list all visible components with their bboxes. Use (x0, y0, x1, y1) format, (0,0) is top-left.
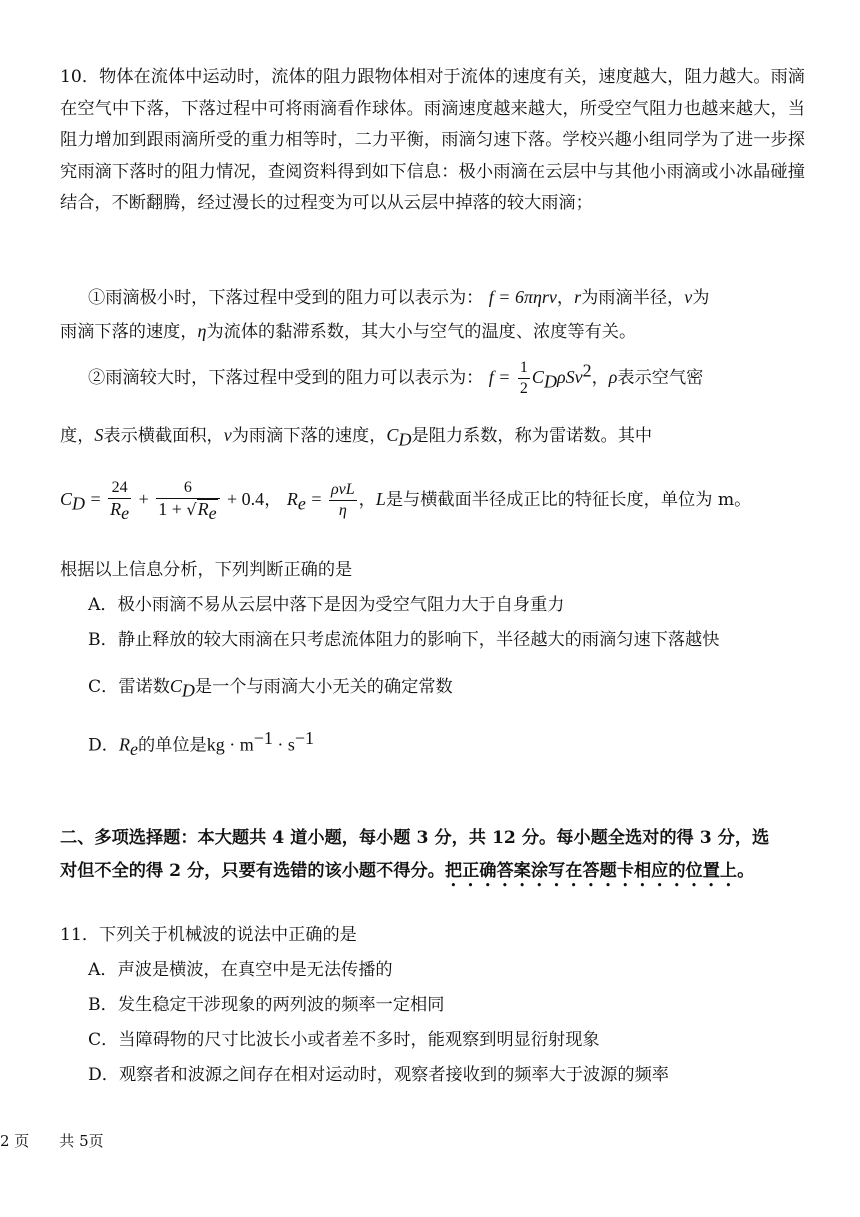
emphasized-instruction: 把正确答案涂写在答题卡相应的位置上。 (444, 861, 755, 881)
q10-option-b: B．静止释放的较大雨滴在只考虑流体阻力的影响下，半径越大的雨滴匀速下落越快 (88, 630, 720, 650)
half-fraction: $\frac{1}{2}$ (519, 359, 528, 397)
q10-symbols-line: 度，S表示横截面积，v为雨滴下落的速度，$C_D$是阻力系数，称为雷诺数。其中 (60, 425, 653, 450)
drag-formula-lhs: f = (488, 367, 511, 387)
symbol-eta: η (197, 321, 207, 341)
re-frac: $\frac{\text{ρvL}}{\eta}$ (330, 481, 355, 520)
symbol-r: r (574, 287, 582, 307)
symbol-v: v (684, 287, 693, 307)
q10-intro: 10．物体在流体中运动时，流体的阻力跟物体相对于流体的速度有关，速度越大，阻力越大。雨滴在空气中下落，下落过程中可将雨滴看作球体。雨滴速度越来越大，所受空气阻力也越来越大，当阻力增加到跟雨滴所受的重力相等时，二力平衡，雨滴匀速下落。学校兴趣小组同学为了进一步探究雨滴下落时的阻力情况，查阅资料得到如下信息：极小雨滴在云层中与其他小雨滴或小冰晶碰撞结合，不断翻腾，经过漫长的过程变为可以从云层中掉落的较大雨滴； (60, 67, 805, 213)
symbol-L: L (375, 489, 386, 510)
symbol-cd2: C (386, 425, 399, 445)
q10-info1-line2 (60, 317, 636, 342)
q11-option-c: C．当障碍物的尺寸比波长小或者差不多时，能观察到明显衍射现象 (88, 1030, 600, 1050)
info1-eta-desc: 为流体的黏滞系数，其大小与空气的温度、浓度等有关。 (206, 322, 637, 342)
info1-r-desc: 为雨滴半径， (581, 288, 685, 308)
info2-rho-desc: 表示空气密 (617, 368, 704, 388)
section2-header-line2: 对但不全的得 2 分，只要有选错的该小题不得分。把正确答案涂写在答题卡相应的位置上。 (60, 861, 755, 881)
q11-stem: 11．下列关于机械波的说法中正确的是 (60, 925, 357, 945)
q11-option-b: B．发生稳定干涉现象的两列波的频率一定相同 (88, 995, 445, 1015)
info1-text: ①雨滴极小时，下落过程中受到的阻力可以表示为： (88, 288, 484, 308)
q10-info2-line: ②雨滴较大时，下落过程中受到的阻力可以表示为： f = $\frac{1}{2}$ $C_D\rho Sv^2$，ρ表示空气密 (88, 359, 704, 397)
q10-option-c: C．雷诺数$C_D$是一个与雨滴大小无关的确定常数 (88, 676, 453, 701)
stokes-formula: f = 6πηrv (488, 287, 557, 307)
q10-info1-line1 (88, 283, 709, 308)
info1-comma: ， (556, 288, 575, 308)
symbol-rho: ρ (608, 367, 618, 387)
q11-option-a: A．声波是横波，在真空中是无法传播的 (88, 960, 393, 980)
info2-text: ②雨滴较大时，下落过程中受到的阻力可以表示为： (88, 368, 484, 388)
drag-formula-rest: ρSv (556, 367, 583, 387)
symbol-cd: C (531, 367, 544, 387)
symbol-v2: v (223, 425, 232, 445)
q10-option-d: D．$R_e$的单位是kg · $m^{-1} \cdot s^{-1}$ (88, 728, 315, 760)
symbol-S: S (94, 425, 104, 445)
info1-line2-text: 雨滴下落的速度， (60, 322, 198, 342)
q10-cd-formula-line: $C_D$ = $\frac{24}{R_e}$ + $\frac{6}{1 + √R_e}$ + 0.4， $R_e$ = $\frac{\text{ρvL}}{\eta}$ ，L是与横截面半径成正比的特征长度，单位为 m。 (60, 479, 752, 524)
re-desc: 是与横截面半径成正比的特征长度，单位为 m。 (385, 490, 752, 511)
cd-frac-1: $\frac{24}{R_e}$ (110, 479, 130, 524)
page-footer: 2 页 共 5页 (0, 1132, 104, 1150)
q11-option-d: D．观察者和波源之间存在相对运动时，观察者接收到的频率大于波源的频率 (88, 1065, 669, 1085)
section2-header-line1: 二、多项选择题：本大题共 4 道小题，每小题 3 分，共 12 分。每小题全选对的得 3 分，选 (60, 828, 770, 848)
info1-v-desc: 为 (692, 288, 710, 308)
q10-option-a: A．极小雨滴不易从云层中落下是因为受空气阻力大于自身重力 (88, 595, 565, 615)
q10-stem: 根据以上信息分析，下列判断正确的是 (60, 560, 353, 580)
cd-frac-2: $\frac{6}{1 + √R_e}$ (156, 478, 219, 523)
